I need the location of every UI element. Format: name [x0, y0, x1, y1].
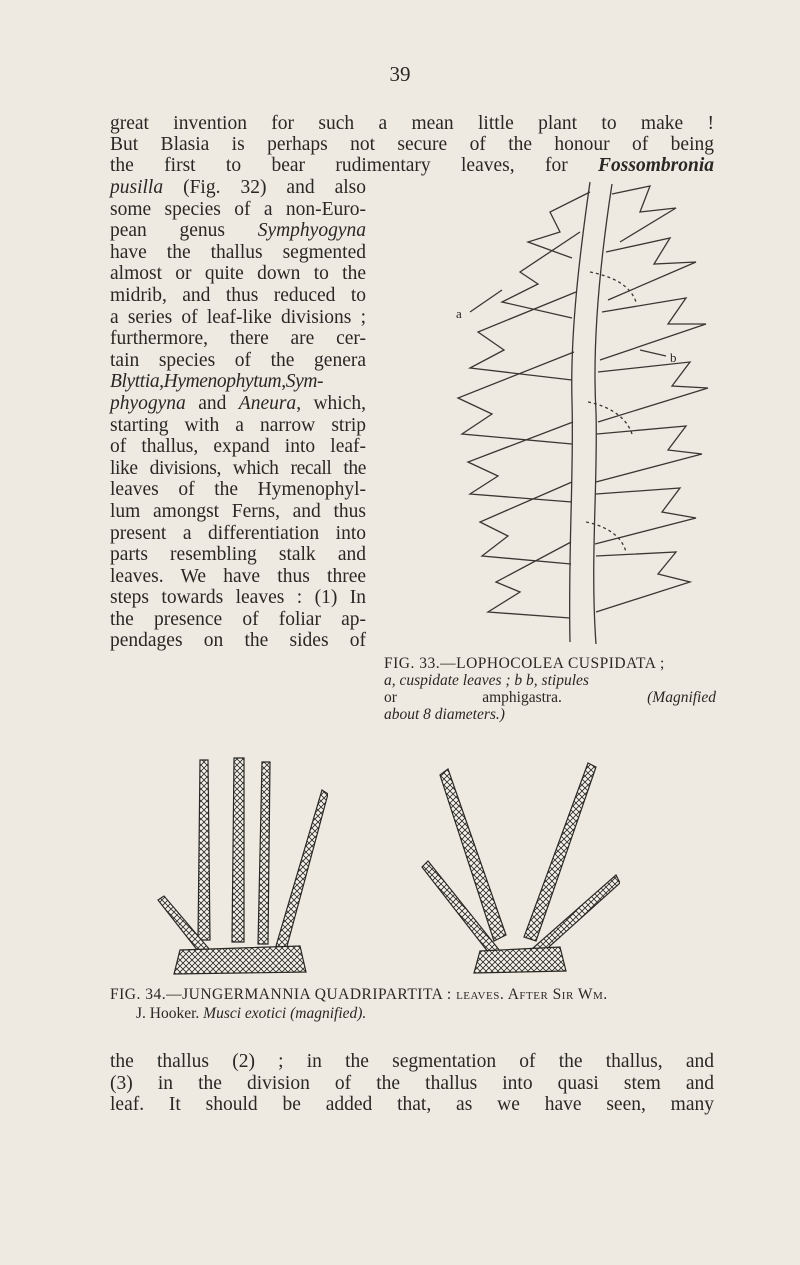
- text-line: present a differentiation into: [110, 522, 366, 544]
- jungermannia-leaf-left: [150, 750, 328, 978]
- text-line: midrib, and thus reduced to: [110, 284, 366, 306]
- text-line: parts resembling stalk and: [110, 544, 366, 566]
- text-line: furthermore, there are cer-: [110, 328, 366, 350]
- text-line: starting with a narrow strip: [110, 414, 366, 436]
- lophocolea-illustration: [440, 172, 716, 650]
- figure-33-caption: FIG. 33.—LOPHOCOLEA CUSPIDATA ; a, cuspidate leaves ; b b, stipules or amphigastra. (Magnified about 8 diameters.): [384, 655, 716, 723]
- text-line: a series of leaf-like divisions ;: [110, 306, 366, 328]
- genus-name: Fossombronia: [598, 155, 714, 177]
- text-line: the thallus (2) ; in the segmentation of the thallus, and: [110, 1051, 714, 1072]
- paragraph-bottom: [110, 1051, 714, 1116]
- text-line: have the thallus segmented: [110, 241, 366, 263]
- text-line: great invention for such a mean little plant to make !: [110, 113, 714, 134]
- text-line: of thallus, expand into leaf-: [110, 436, 366, 458]
- text-line: steps towards leaves : (1) In: [110, 587, 366, 609]
- label-b: b: [670, 350, 677, 365]
- text-line: leaves. We have thus three: [110, 565, 366, 587]
- jungermannia-leaf-right: [420, 755, 620, 977]
- text-line: pusilla (Fig. 32) and also: [110, 177, 366, 198]
- paragraph-left-column: [110, 177, 366, 652]
- text-line: like divisions, which recall the: [110, 457, 366, 479]
- text-line: Blyttia,Hymenophytum,Sym-: [110, 371, 324, 393]
- text-line: the presence of foliar ap-: [110, 608, 366, 630]
- text-line: phyogyna and Aneura, which,: [110, 392, 366, 414]
- text-line: pendages on the sides of: [110, 630, 366, 652]
- text-line: almost or quite down to the: [110, 263, 366, 285]
- text-line: the first to bear rudimentary leaves, for Fossombronia: [110, 155, 714, 177]
- figure-34-caption: FIG. 34.—JUNGERMANNIA QUADRIPARTITA : leaves. After Sir Wm. J. Hooker. Musci exotici (magnified).: [110, 986, 608, 1022]
- text-line: tain species of the genera: [110, 349, 366, 371]
- text-line: But Blasia is perhaps not secure of the honour of being: [110, 134, 714, 156]
- text-line: some species of a non-Euro-: [110, 198, 366, 220]
- paragraph-intro: [110, 113, 714, 177]
- label-a: a: [456, 306, 462, 321]
- text-line: leaf. It should be added that, as we have seen, many: [110, 1094, 714, 1115]
- text-line: (3) in the division of the thallus into quasi stem and: [110, 1072, 714, 1094]
- text-line: lum amongst Ferns, and thus: [110, 500, 366, 522]
- text-line: pean genus Symphyogyna: [110, 220, 366, 242]
- page-number: 39: [389, 62, 411, 86]
- text-line: leaves of the Hymenophyl-: [110, 479, 366, 501]
